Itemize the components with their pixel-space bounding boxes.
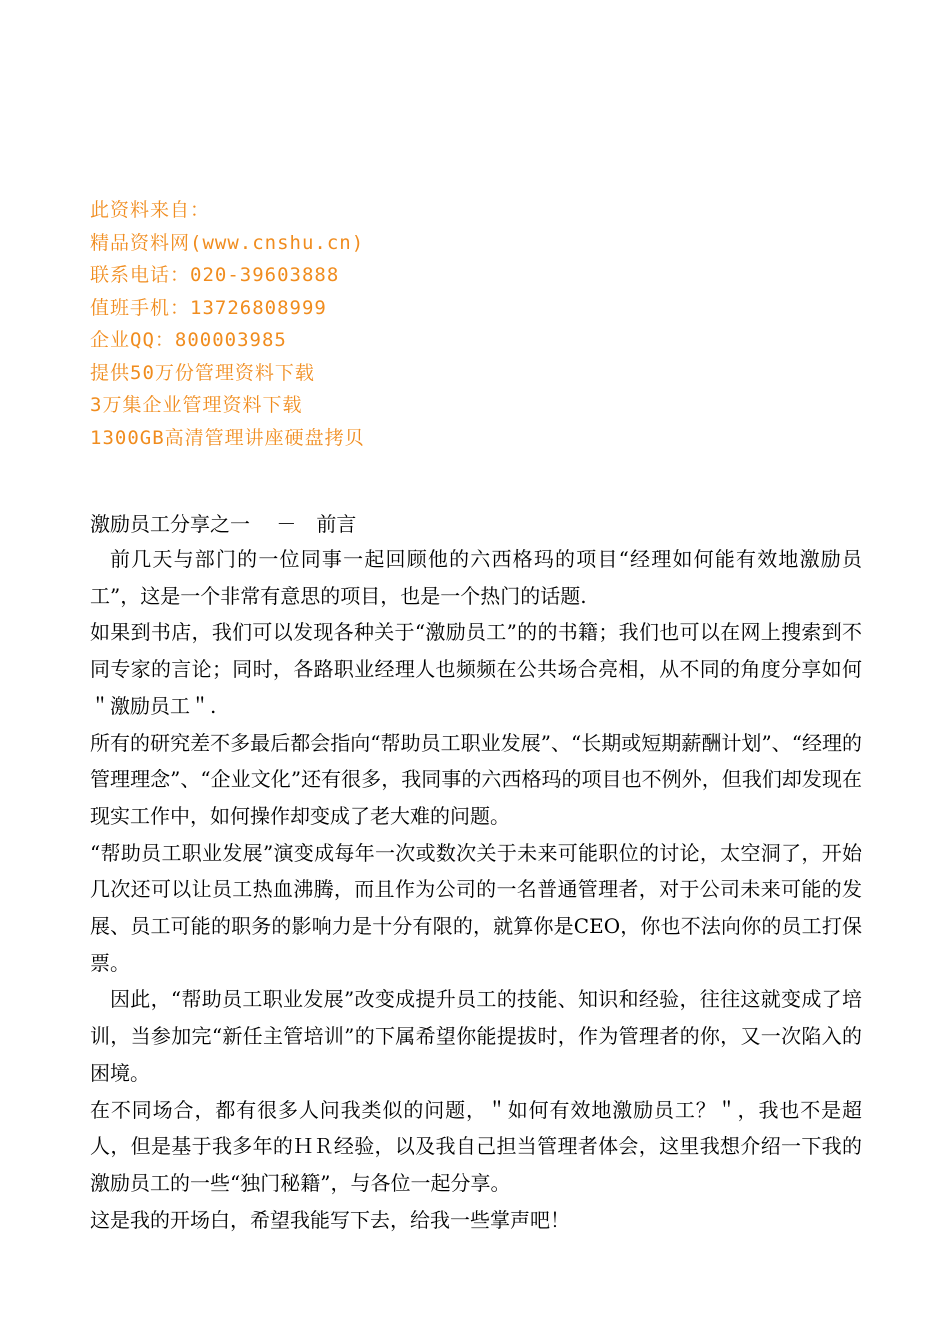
paragraph-training: 因此，“帮助员工职业发展”改变成提升员工的技能、知识和经验，往往这就变成了培训，当参加完“新任主管培训”的下属希望你能提拔时，作为管理者的你，又一次陷入的困境。 xyxy=(90,987,862,1085)
paragraph-question: 在不同场合，都有很多人问我类似的问题，＂如何有效地激励员工？＂，我也不是超人，但是基于我多年的ＨＲ经验，以及我自己担当管理者体会，这里我想介绍一下我的激励员工的一些“独门秘籍”，与各位一起分享。 xyxy=(90,1097,862,1195)
mobile-line: 值班手机：13726808999 xyxy=(90,296,327,319)
paragraph-career: “帮助员工职业发展”演变成每年一次或数次关于未来可能职位的讨论，太空洞了，开始几次还可以让员工热血沸腾，而且作为公司的一名普通管理者，对于公司未来可能的发展、员工可能的职务的影响力是十分有限的，就算你是CEO，你也不法向你的员工打保票。 xyxy=(90,840,862,975)
paragraph-intro: 前几天与部门的一位同事一起回顾他的六西格玛的项目“经理如何能有效地激励员工”，这是一个非常有意思的项目，也是一个热门的话题. xyxy=(90,547,862,608)
offer-line-3: 1300GB高清管理讲座硬盘拷贝 xyxy=(90,426,365,449)
article-title: 激励员工分享之一 － 前言 xyxy=(90,512,357,536)
paragraph-closing: 这是我的开场白，希望我能写下去，给我一些掌声吧！ xyxy=(90,1207,570,1232)
article-body xyxy=(90,507,862,1238)
offer-line-1: 提供50万份管理资料下载 xyxy=(90,361,315,384)
qq-line: 企业QQ：800003985 xyxy=(90,329,287,351)
source-line: 此资料来自： xyxy=(90,199,211,221)
website-line: 精品资料网(www.cnshu.cn) xyxy=(90,231,365,254)
offer-line-2: 3万集企业管理资料下载 xyxy=(90,394,303,416)
phone-line: 联系电话：020-39603888 xyxy=(90,264,340,286)
paragraph-research: 所有的研究差不多最后都会指向“帮助员工职业发展”、“长期或短期薪酬计划”、“经理的管理理念”、“企业文化”还有很多，我同事的六西格玛的项目也不例外，但我们却发现在现实工作中，如何操作却变成了老大难的问题。 xyxy=(90,730,862,828)
source-info-block xyxy=(90,194,690,454)
paragraph-bookstore: 如果到书店，我们可以发现各种关于“激励员工”的的书籍；我们也可以在网上搜索到不同专家的言论；同时，各路职业经理人也频频在公共场合亮相，从不同的角度分享如何＂激励员工＂. xyxy=(90,620,862,718)
